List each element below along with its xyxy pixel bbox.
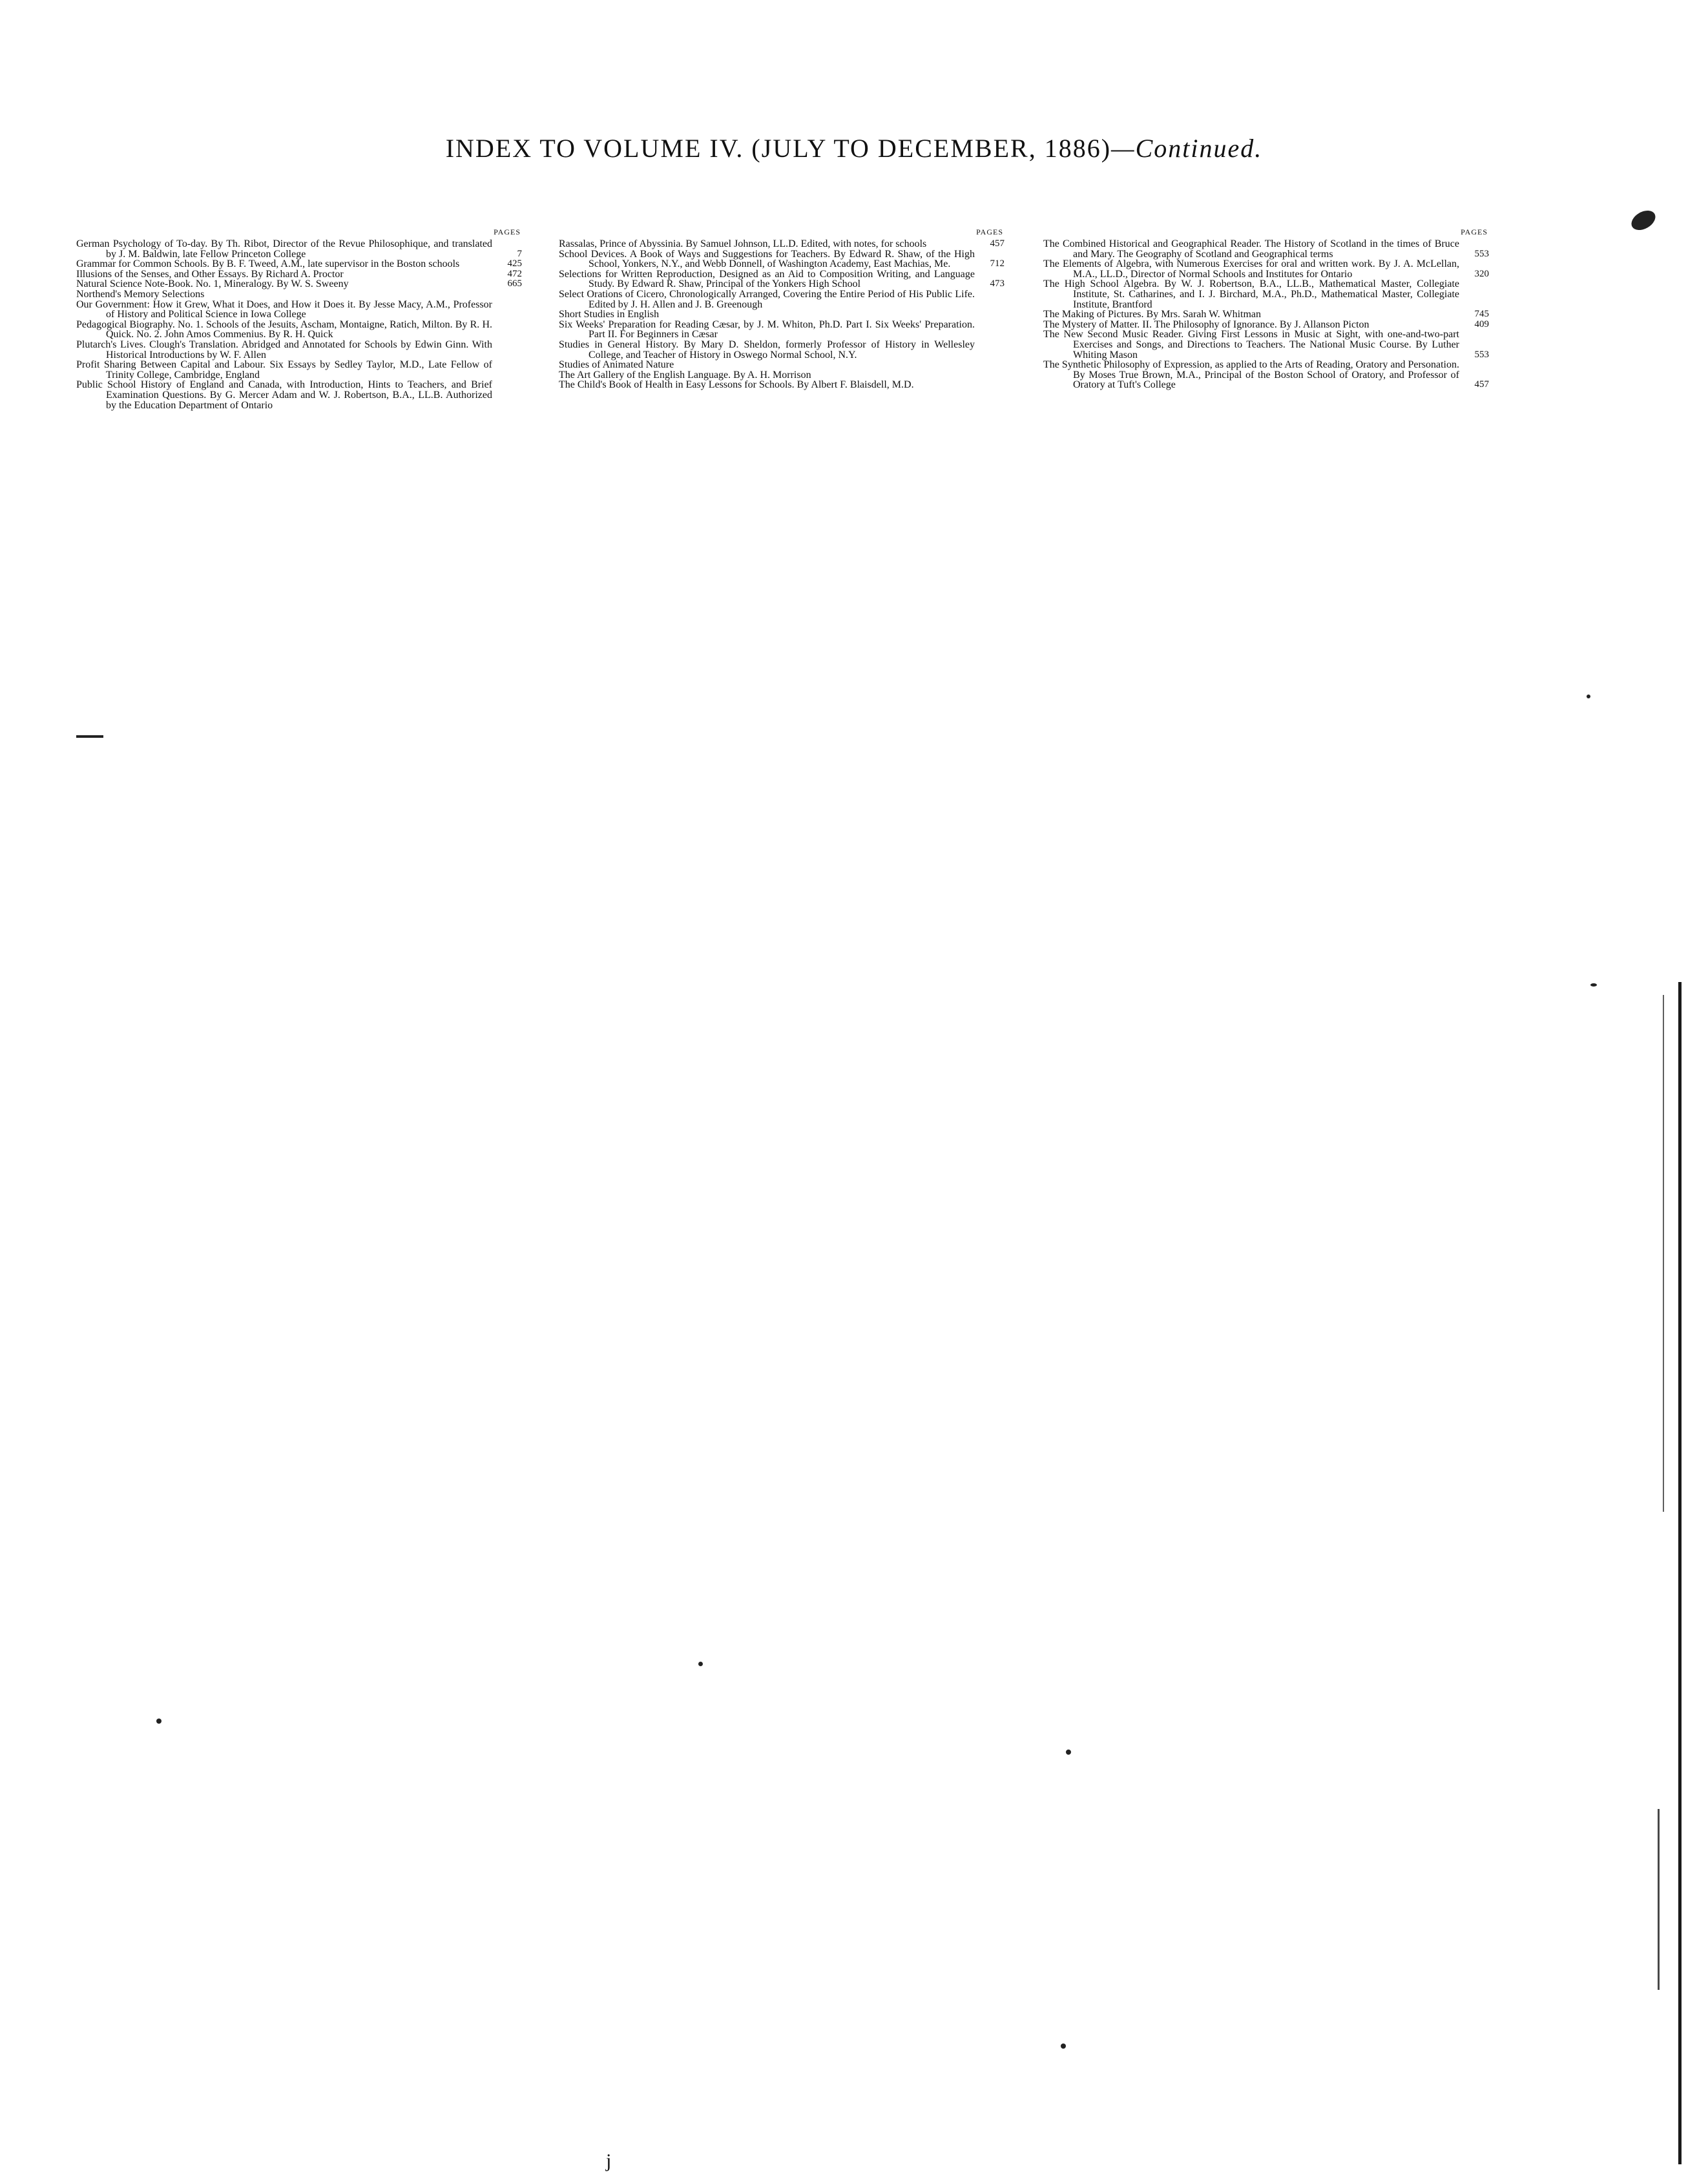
entry-text: German Psychology of To-day. By Th. Ribot, Director of the Revue Philosophique, and translated by J. M. Baldwin, late Fellow Princeton College [76, 238, 492, 260]
entry-text: The Synthetic Philosophy of Expression, as applied to the Arts of Reading, Oratory and Personation. By Moses True Brown, M.A., Principal of the Boston School of Oratory, and Professor of Oratory at Tuft's College [1043, 359, 1459, 391]
entry-text: Studies of Animated Nature [559, 359, 674, 371]
entry-text: The New Second Music Reader. Giving First Lessons in Music at Sight, with one-and-two-part Exercises and Songs, and Directions to Teachers. The National Music Course. By Luther Whiting Mason [1043, 329, 1459, 361]
entry-text: The Art Gallery of the English Language. By A. H. Morrison [559, 369, 811, 381]
scan-speck [156, 1719, 161, 1724]
page-title-continued: —Continued. [1111, 134, 1263, 163]
entry-text: Short Studies in English [559, 309, 660, 320]
index-column-1 [76, 227, 522, 410]
entry-text: Studies in General History. By Mary D. Sheldon, formerly Professor of History in Wellesley College, and Teacher of History in Oswego Normal School, N.Y. [559, 339, 975, 361]
entry-text: Select Orations of Cicero, Chronologically Arranged, Covering the Entire Period of His Public Life. Edited by J. H. Allen and J. B. Greenough [559, 288, 975, 310]
index-entry [559, 360, 1005, 370]
entry-page: 425 [507, 258, 522, 269]
index-entry [1043, 320, 1489, 330]
entry-page: 553 [1474, 248, 1489, 259]
index-entry [559, 340, 1005, 360]
entry-text: Our Government: How it Grew, What it Does, and How it Does it. By Jesse Macy, A.M., Professor of History and Political Science in Iowa College [76, 298, 492, 320]
scan-speck [1587, 695, 1590, 698]
entry-text: School Devices. A Book of Ways and Suggestions for Teachers. By Edward R. Shaw, of the High School, Yonkers, N.Y., and Webb Donnell, of Washington Academy, East Machias, Me. [559, 248, 975, 270]
scan-speck [1066, 1750, 1071, 1755]
ink-blot [1628, 207, 1659, 235]
entry-text: Selections for Written Reproduction, Designed as an Aid to Composition Writing, and Language Study. By Edward R. Shaw, Principal of the Yonkers High School [559, 268, 975, 290]
index-entry-list [1043, 239, 1489, 390]
index-entry-list [76, 239, 522, 410]
entry-page: 472 [507, 268, 522, 279]
scan-speck [1061, 2043, 1066, 2049]
page-edge-line [1678, 982, 1682, 2164]
entry-page: 457 [990, 238, 1005, 249]
index-entry [76, 289, 522, 300]
entry-page: 457 [1474, 379, 1489, 390]
entry-text: Public School History of England and Canada, with Introduction, Hints to Teachers, and Brief Examination Questions. By G. Mercer Adam and W. J. Robertson, B.A., LL.B. Authorized by the Education Department of Ontario [76, 379, 492, 411]
index-entry [76, 279, 522, 289]
short-rule [76, 735, 103, 738]
index-entry [559, 289, 1005, 309]
entry-text: The Child's Book of Health in Easy Lessons for Schools. By Albert F. Blaisdell, M.D. [559, 379, 914, 391]
index-entry [559, 370, 1005, 381]
entry-text: The High School Algebra. By W. J. Robertson, B.A., LL.B., Mathematical Master, Collegiate Institute, St. Catharines, and I. J. Birchard, M.A., Ph.D., Mathematical Master, Collegiate Institute, Brantford [1043, 278, 1459, 310]
scan-speck [1590, 983, 1597, 987]
index-entry [1043, 329, 1489, 360]
index-entry [559, 309, 1005, 320]
entry-text: Illusions of the Senses, and Other Essays. By Richard A. Proctor [76, 268, 344, 280]
pages-heading: PAGES [494, 227, 521, 236]
scan-speck [698, 1662, 703, 1666]
footer-mark: j [606, 2150, 612, 2171]
page-edge-line [1658, 1809, 1660, 1990]
entry-page: 745 [1474, 309, 1489, 320]
entry-text: The Combined Historical and Geographical Reader. The History of Scotland in the times of Bruce and Mary. The Geography of Scotland and Geographical terms [1043, 238, 1459, 260]
index-entry [1043, 360, 1489, 390]
entry-text: Profit Sharing Between Capital and Labour. Six Essays by Sedley Taylor, M.D., Late Fellow of Trinity College, Cambridge, England [76, 359, 492, 381]
index-entry [1043, 239, 1489, 259]
index-entry [559, 269, 1005, 289]
index-column-3 [1043, 227, 1489, 390]
entry-text: Plutarch's Lives. Clough's Translation. Abridged and Annotated for Schools by Edwin Ginn. With Historical Introductions by W. F. Allen [76, 339, 492, 361]
page-title-main: INDEX TO VOLUME IV. (JULY TO DECEMBER, 1886) [445, 134, 1112, 163]
entry-page: 320 [1474, 268, 1489, 279]
entry-text: Pedagogical Biography. No. 1. Schools of the Jesuits, Ascham, Montaigne, Ratich, Milton. By R. H. Quick. No. 2. John Amos Commenius. By R. H. Quick [76, 319, 492, 340]
index-entry [76, 259, 522, 269]
entry-text: The Elements of Algebra, with Numerous Exercises for oral and written work. By J. A. McLellan, M.A., LL.D., Director of Normal Schools and Institutes for Ontario [1043, 258, 1459, 280]
pages-heading: PAGES [1461, 227, 1488, 236]
index-entry [1043, 309, 1489, 320]
entry-text: Northend's Memory Selections [76, 288, 205, 300]
entry-text: The Mystery of Matter. II. The Philosophy of Ignorance. By J. Allanson Picton [1043, 319, 1370, 330]
index-column-2 [559, 227, 1005, 390]
entry-text: Natural Science Note-Book. No. 1, Mineralogy. By W. S. Sweeny [76, 278, 349, 290]
entry-page: 409 [1474, 319, 1489, 329]
page-edge-line [1663, 995, 1664, 1512]
index-entry [76, 320, 522, 340]
entry-page: 473 [990, 278, 1005, 289]
index-entry-list [559, 239, 1005, 390]
entry-page: 665 [507, 278, 522, 289]
entry-text: The Making of Pictures. By Mrs. Sarah W. Whitman [1043, 309, 1261, 320]
index-entry [1043, 259, 1489, 279]
index-entry [559, 320, 1005, 340]
entry-page: 553 [1474, 349, 1489, 360]
index-entry [76, 380, 522, 410]
entry-page: 7 [517, 248, 522, 259]
index-entry [559, 380, 1005, 390]
entry-text: Six Weeks' Preparation for Reading Cæsar, by J. M. Whiton, Ph.D. Part I. Six Weeks' Preparation. Part II. For Beginners in Cæsar [559, 319, 975, 340]
index-entry [1043, 279, 1489, 309]
pages-heading: PAGES [976, 227, 1003, 236]
index-entry [76, 269, 522, 280]
index-entry [76, 300, 522, 320]
page-title [0, 132, 1708, 165]
index-entry [76, 340, 522, 360]
index-entry [76, 360, 522, 380]
index-entry [76, 239, 522, 259]
entry-text: Rassalas, Prince of Abyssinia. By Samuel Johnson, LL.D. Edited, with notes, for schools [559, 238, 927, 249]
entry-page: 712 [990, 258, 1005, 269]
index-entry [559, 239, 1005, 249]
index-entry [559, 249, 1005, 269]
entry-text: Grammar for Common Schools. By B. F. Tweed, A.M., late supervisor in the Boston schools [76, 258, 460, 270]
